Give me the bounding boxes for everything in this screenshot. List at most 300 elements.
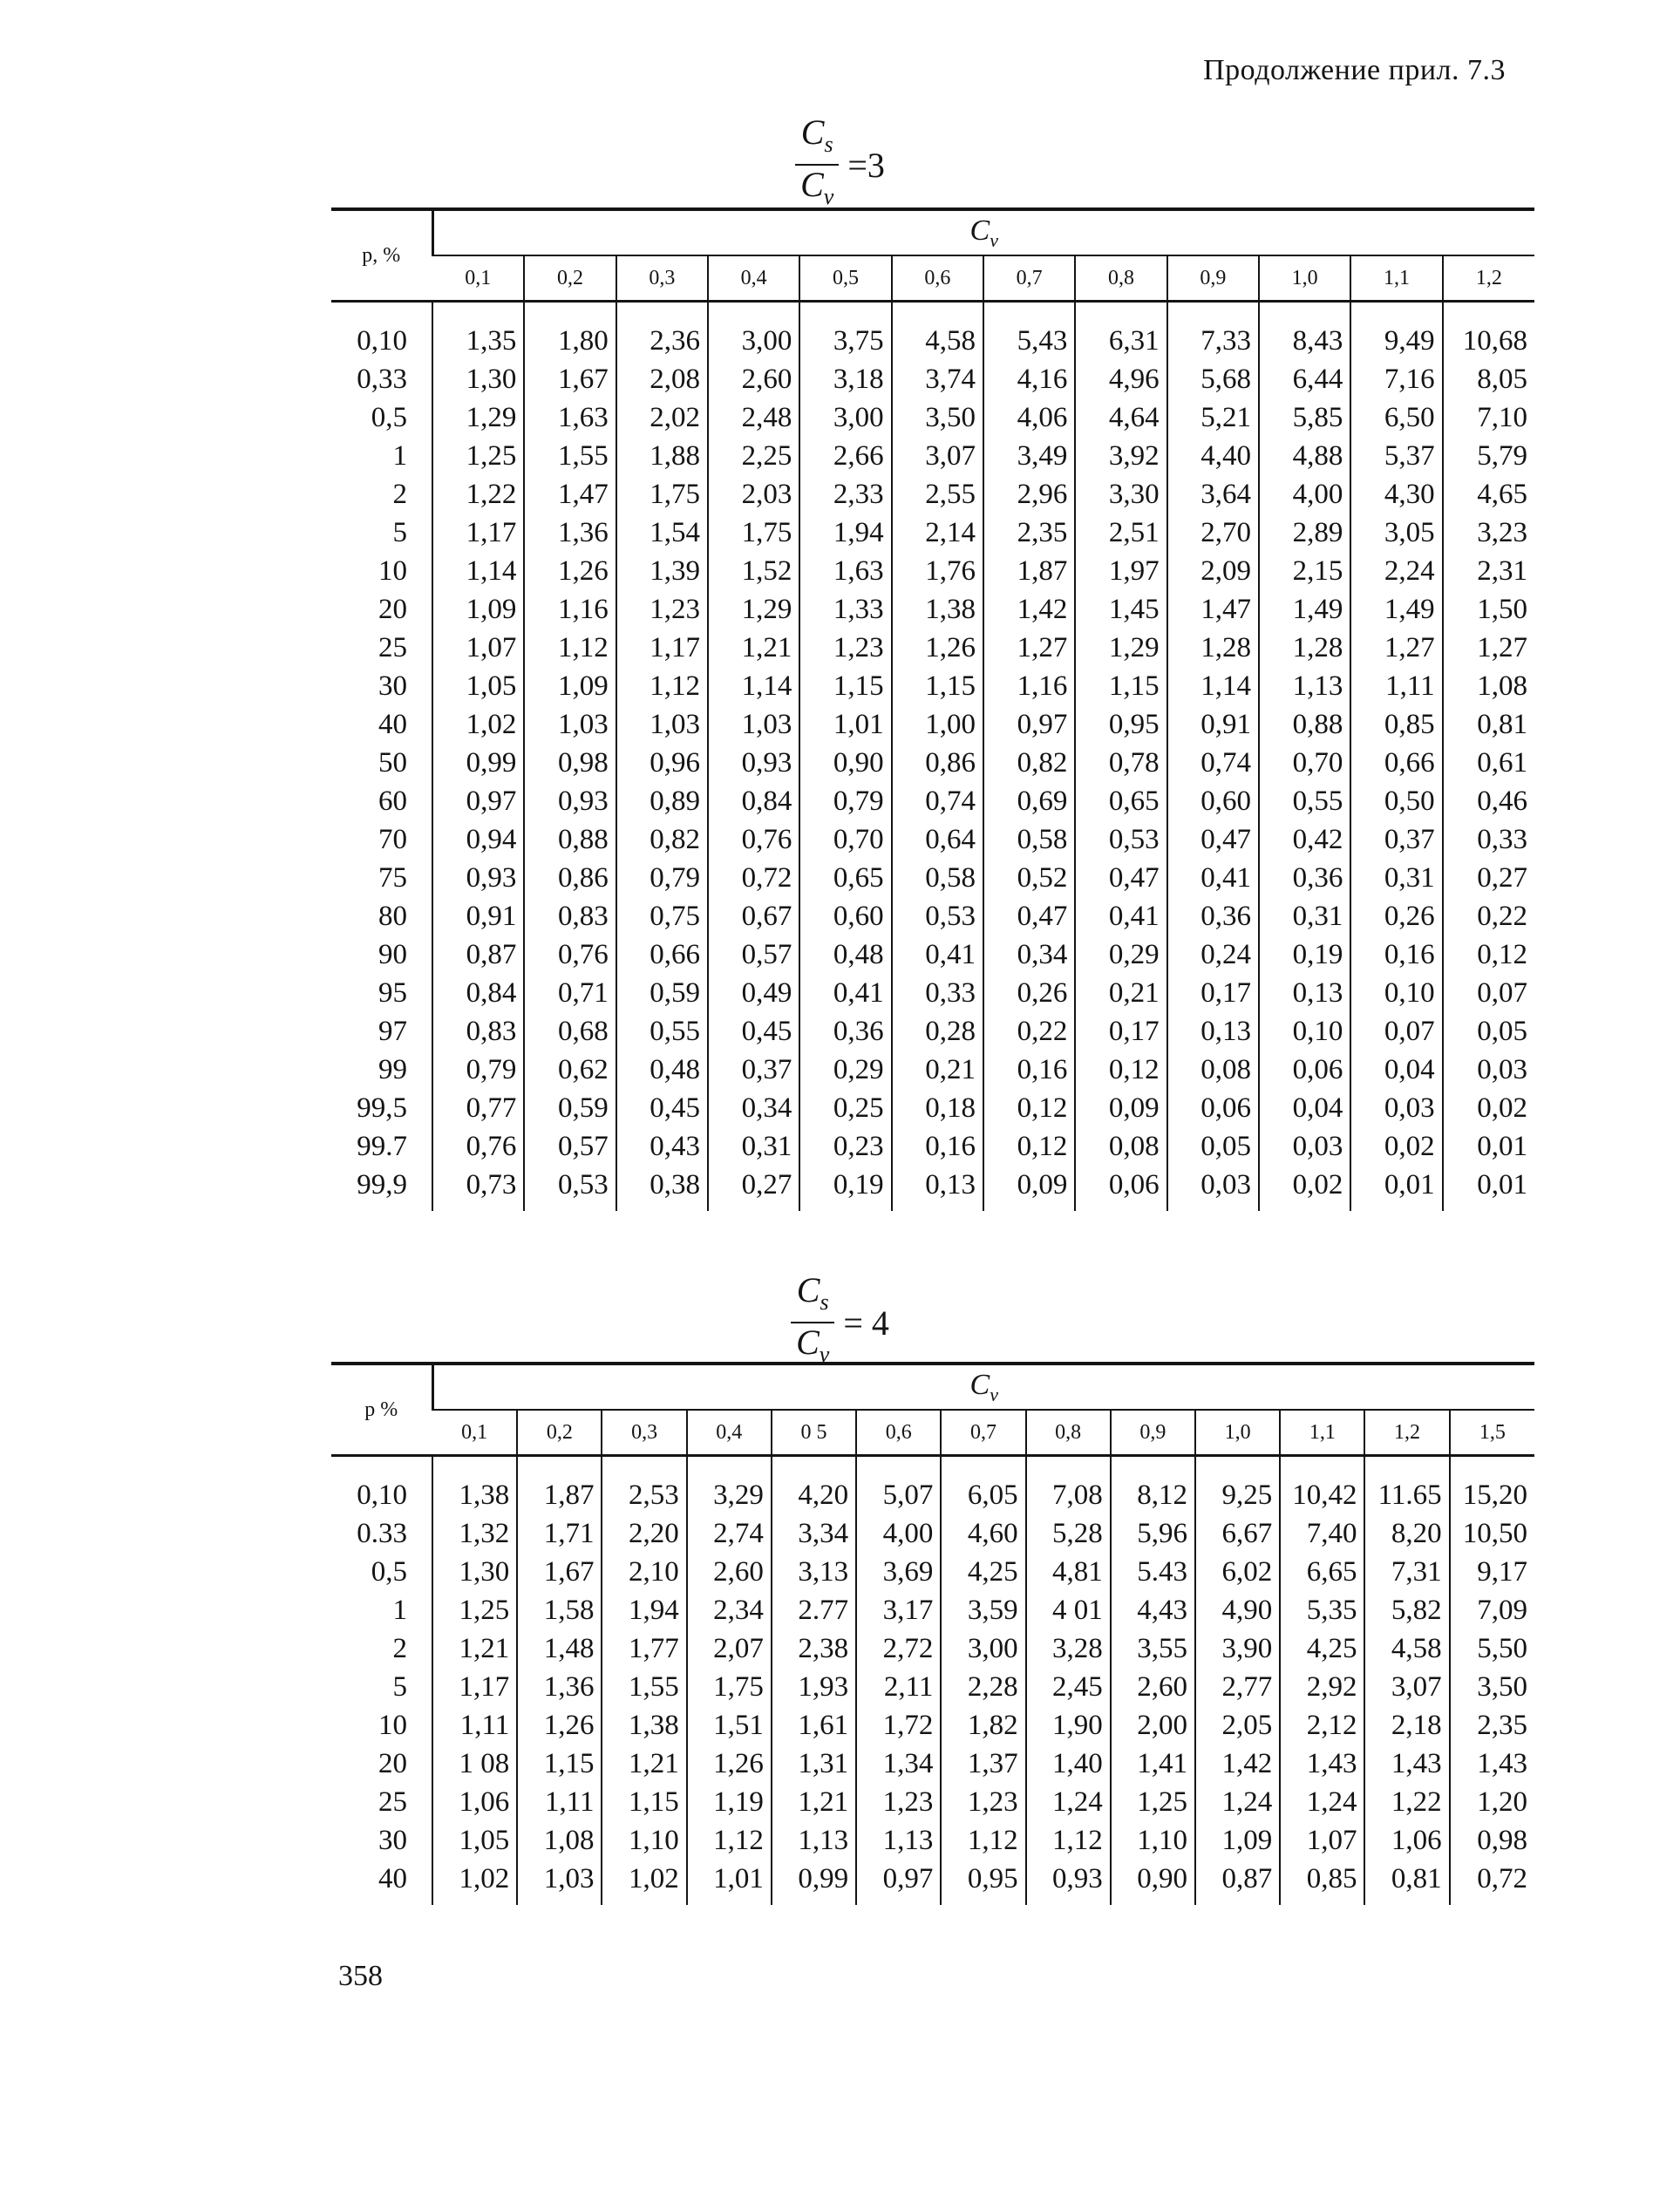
table-row	[331, 1629, 1534, 1668]
table-cell: 1,11	[517, 1783, 602, 1821]
table-cell: 1,05	[432, 667, 524, 705]
p-value-cell: 97	[378, 1016, 408, 1047]
spacer-cell	[799, 302, 891, 323]
p-value-cell: 20	[378, 1748, 408, 1779]
table-cell: 3,30	[1075, 475, 1166, 514]
table-cell: 1,50	[1443, 590, 1534, 629]
table-cell: 15,20	[1450, 1476, 1534, 1514]
table-cell: 2,14	[892, 514, 983, 552]
table-cell: 3,50	[892, 398, 983, 437]
table-cell: 0,36	[1259, 859, 1350, 897]
cv-column-header: 1,2	[1364, 1410, 1449, 1456]
spacer-cell	[1111, 1456, 1195, 1477]
cv-header: $C_v$	[432, 209, 1534, 255]
table-cell: 1,12	[1026, 1821, 1111, 1860]
table-cell: 0,22	[1443, 897, 1534, 935]
table-cell: 3,18	[799, 360, 891, 398]
p-value-cell: 80	[378, 901, 408, 932]
table-cell: 2,08	[616, 360, 708, 398]
table-cell: 2,05	[1195, 1706, 1280, 1745]
table-cell: 0,29	[799, 1051, 891, 1089]
spacer-cell	[1443, 302, 1534, 323]
table-cell: 1,06	[1364, 1821, 1449, 1860]
table-row	[331, 1553, 1534, 1591]
table-cell: 0,47	[1075, 859, 1166, 897]
table-cell: 5,21	[1167, 398, 1259, 437]
table-row	[331, 1166, 1534, 1211]
spacer-cell	[892, 302, 983, 323]
table-cell: 4,60	[941, 1514, 1025, 1553]
table-cell: 1,55	[602, 1668, 686, 1706]
table-cell: 5.43	[1111, 1553, 1195, 1591]
cv-column-header: 0,8	[1075, 255, 1166, 302]
table-cell: 3,13	[772, 1553, 856, 1591]
table-cell: 0,03	[1167, 1166, 1259, 1211]
table-row	[331, 1745, 1534, 1783]
cv-column-header: 0,4	[687, 1410, 772, 1456]
table-cell: 0,72	[708, 859, 799, 897]
table-cell: 1,20	[1450, 1783, 1534, 1821]
table-cell: 0,57	[708, 935, 799, 974]
table-cell: 0,58	[892, 859, 983, 897]
cv-column-header: 0,1	[432, 1410, 517, 1456]
spacer-cell	[687, 1456, 772, 1477]
cv-column-header: 0,1	[432, 255, 524, 302]
table-cell: 0,22	[983, 1012, 1075, 1051]
table-cell: 2,15	[1259, 552, 1350, 590]
spacer-cell	[1075, 302, 1166, 323]
spacer-cell	[432, 302, 524, 323]
table-cell: 0,91	[432, 897, 524, 935]
table-cell: 4,25	[1280, 1629, 1364, 1668]
table-cell: 5,35	[1280, 1591, 1364, 1629]
table-cell: 4,64	[1075, 398, 1166, 437]
table-row	[331, 1127, 1534, 1166]
table-cell: 0,31	[708, 1127, 799, 1166]
table-cell: 0,19	[799, 1166, 891, 1211]
table-cell: 0,79	[799, 782, 891, 820]
table-cell: 0,86	[524, 859, 616, 897]
table-cell: 7,08	[1026, 1476, 1111, 1514]
table-cell: 0,03	[1259, 1127, 1350, 1166]
table-row	[331, 437, 1534, 475]
table-cell: 8,12	[1111, 1476, 1195, 1514]
table-cell: 6,44	[1259, 360, 1350, 398]
table-cell: 1,41	[1111, 1745, 1195, 1783]
table-cell: 1,42	[1195, 1745, 1280, 1783]
table-cell: 1,17	[432, 1668, 517, 1706]
table-cell: 1,24	[1026, 1783, 1111, 1821]
table-cell: 2,31	[1443, 552, 1534, 590]
table-cell: 2,00	[1111, 1706, 1195, 1745]
table-cell: 0,87	[432, 935, 524, 974]
table-cell: 2,89	[1259, 514, 1350, 552]
table-cell: 0,02	[1350, 1127, 1442, 1166]
table-row	[331, 820, 1534, 859]
table-cell: 0,27	[708, 1166, 799, 1211]
table-row	[331, 1821, 1534, 1860]
table-cell: 1,12	[616, 667, 708, 705]
table-cell: 2,51	[1075, 514, 1166, 552]
table-cell: 3,00	[941, 1629, 1025, 1668]
table-cell: 1,03	[708, 705, 799, 744]
p-value-cell: 99	[378, 1054, 408, 1085]
table-cell: 0,70	[1259, 744, 1350, 782]
cv-header: $C_v$	[432, 1364, 1534, 1410]
cv-column-header: 1,2	[1443, 255, 1534, 302]
table-cell: 5,85	[1259, 398, 1350, 437]
spacer-cell	[1195, 1456, 1280, 1477]
table-cell: 0,64	[892, 820, 983, 859]
table-cell: 4,40	[1167, 437, 1259, 475]
fraction-denominator: $C_v$	[791, 1322, 834, 1374]
p-value-cell: 5	[392, 1671, 408, 1703]
p-value-cell: 25	[378, 632, 408, 663]
table-cell: 0,48	[799, 935, 891, 974]
table-cell: 0,06	[1167, 1089, 1259, 1127]
table-cell: 4,06	[983, 398, 1075, 437]
table-cell: 0,16	[983, 1051, 1075, 1089]
spacer-cell	[524, 302, 616, 323]
table-cell: 0,09	[1075, 1089, 1166, 1127]
table-cell: 1,01	[799, 705, 891, 744]
table-row	[331, 859, 1534, 897]
table-cell: 1,12	[524, 629, 616, 667]
table-cell: 2,60	[1111, 1668, 1195, 1706]
table-cell: 1,15	[799, 667, 891, 705]
table-cell: 0,12	[983, 1089, 1075, 1127]
table-cell: 2,24	[1350, 552, 1442, 590]
table-cell: 0,31	[1350, 859, 1442, 897]
table-cell: 0,88	[524, 820, 616, 859]
table-cell: 2,35	[983, 514, 1075, 552]
table-cell: 0,86	[892, 744, 983, 782]
table-cell: 1,90	[1026, 1706, 1111, 1745]
table-cell: 6,67	[1195, 1514, 1280, 1553]
table-cell: 0,19	[1259, 935, 1350, 974]
table-cell: 0,02	[1443, 1089, 1534, 1127]
table-cell: 9,49	[1350, 322, 1442, 360]
table-cell: 1,15	[602, 1783, 686, 1821]
table-cell: 0,27	[1443, 859, 1534, 897]
table-cell: 0,85	[1350, 705, 1442, 744]
table-cell: 0,36	[799, 1012, 891, 1051]
table-cell: 0,46	[1443, 782, 1534, 820]
table-cell: 1,52	[708, 552, 799, 590]
table-cell: 0,88	[1259, 705, 1350, 744]
p-percent-header: p, %	[331, 209, 432, 302]
table-cell: 2,33	[799, 475, 891, 514]
table-cell: 4,00	[1259, 475, 1350, 514]
table-cell: 4,90	[1195, 1591, 1280, 1629]
table-cell: 1,17	[616, 629, 708, 667]
p-value-cell: 99,5	[357, 1092, 408, 1124]
table-cell: 0,84	[432, 974, 524, 1012]
table-cell: 1,54	[616, 514, 708, 552]
table-cell: 1,47	[1167, 590, 1259, 629]
table-row	[331, 475, 1534, 514]
table-cell: 1,37	[941, 1745, 1025, 1783]
fraction-denominator: $C_v$	[795, 164, 839, 216]
table-cell: 3,59	[941, 1591, 1025, 1629]
table-cell: 0,95	[941, 1860, 1025, 1905]
table-cell: 1,21	[602, 1745, 686, 1783]
table-cell: 1,35	[432, 322, 524, 360]
table-row	[331, 322, 1534, 360]
table-row	[331, 1860, 1534, 1905]
table-cell: 1,09	[524, 667, 616, 705]
table-cell: 5,50	[1450, 1629, 1534, 1668]
fraction-numerator: $C_s$	[796, 1270, 829, 1315]
table-cell: 1,43	[1280, 1745, 1364, 1783]
table-cell: 6,31	[1075, 322, 1166, 360]
table-cell: 10,42	[1280, 1476, 1364, 1514]
cv-column-header: 0,4	[708, 255, 799, 302]
p-value-cell: 40	[378, 1863, 408, 1894]
cv-column-header: 1,5	[1450, 1410, 1534, 1456]
p-value-cell: 1	[392, 440, 408, 472]
table-cell: 3,00	[799, 398, 891, 437]
table-cell: 1,28	[1167, 629, 1259, 667]
table-cell: 10,50	[1450, 1514, 1534, 1553]
table-cell: 1,07	[432, 629, 524, 667]
table-cell: 1,87	[983, 552, 1075, 590]
table-row	[331, 1591, 1534, 1629]
table-row	[331, 1012, 1534, 1051]
table-cell: 1,08	[1443, 667, 1534, 705]
spacer-cell	[1167, 302, 1259, 323]
p-value-cell: 2	[392, 1633, 408, 1664]
formula-cs-cv-3	[0, 113, 1680, 216]
table-cell: 1,67	[517, 1553, 602, 1591]
cv-column-header: 0,9	[1111, 1410, 1195, 1456]
cv-column-header: 0,9	[1167, 255, 1259, 302]
table-cell: 1,51	[687, 1706, 772, 1745]
p-value-cell: 0,5	[371, 402, 408, 433]
table-cell: 1,28	[1259, 629, 1350, 667]
table-cell: 5,68	[1167, 360, 1259, 398]
table-cell: 0,09	[983, 1166, 1075, 1211]
spacer-cell	[602, 1456, 686, 1477]
p-value-cell: 0,33	[357, 364, 408, 395]
table-cell: 2,48	[708, 398, 799, 437]
table-cell: 0,12	[1075, 1051, 1166, 1089]
table-cell: 1,48	[517, 1629, 602, 1668]
table-cell: 1,39	[616, 552, 708, 590]
p-value-cell: 60	[378, 786, 408, 817]
table-cell: 3,00	[708, 322, 799, 360]
table-cell: 0,33	[1443, 820, 1534, 859]
table-cell: 0,95	[1075, 705, 1166, 744]
p-value-cell: 10	[378, 1710, 408, 1741]
table-cell: 0,85	[1280, 1860, 1364, 1905]
table-cell: 1,93	[772, 1668, 856, 1706]
table-cell: 3,92	[1075, 437, 1166, 475]
table-cell: 2,25	[708, 437, 799, 475]
table-cell: 0,26	[983, 974, 1075, 1012]
p-value-cell: 75	[378, 862, 408, 894]
table-cell: 1,21	[708, 629, 799, 667]
table-cell: 3,75	[799, 322, 891, 360]
table-cell: 0,23	[799, 1127, 891, 1166]
spacer-cell	[983, 302, 1075, 323]
table-cell: 3,17	[856, 1591, 941, 1629]
table-cell: 0,17	[1167, 974, 1259, 1012]
table-cell: 0,16	[1350, 935, 1442, 974]
table-cell: 3,07	[892, 437, 983, 475]
table-cell: 0,45	[708, 1012, 799, 1051]
spacer-cell	[1259, 302, 1350, 323]
spacer-cell	[856, 1456, 941, 1477]
p-value-cell: 2	[392, 479, 408, 510]
table-cell: 2.77	[772, 1591, 856, 1629]
table-cell: 7,10	[1443, 398, 1534, 437]
table-cell: 2,02	[616, 398, 708, 437]
table-cell: 1,14	[432, 552, 524, 590]
table-cell: 0,81	[1364, 1860, 1449, 1905]
table-cell: 1,14	[1167, 667, 1259, 705]
table-cell: 0,57	[524, 1127, 616, 1166]
table-cell: 0,60	[1167, 782, 1259, 820]
table-cell: 0,74	[892, 782, 983, 820]
table-cell: 1,02	[432, 705, 524, 744]
table-cell: 0,55	[1259, 782, 1350, 820]
table-cell: 0,48	[616, 1051, 708, 1089]
table-cell: 0,66	[1350, 744, 1442, 782]
table-cell: 2,36	[616, 322, 708, 360]
p-value-cell: 30	[378, 670, 408, 702]
formula-cs-cv-4	[0, 1271, 1680, 1374]
table-cell: 0,96	[616, 744, 708, 782]
table-row	[331, 398, 1534, 437]
table-cell: 0,25	[799, 1089, 891, 1127]
table-cell: 1,63	[799, 552, 891, 590]
table-cell: 1,87	[517, 1476, 602, 1514]
table-cell: 4,96	[1075, 360, 1166, 398]
table-cs-cv-3	[331, 207, 1534, 1211]
p-value-cell: 90	[378, 939, 408, 970]
table-cell: 0,03	[1350, 1089, 1442, 1127]
table-cell: 2,07	[687, 1629, 772, 1668]
table-cell: 2,28	[941, 1668, 1025, 1706]
cv-column-header: 0,2	[524, 255, 616, 302]
table-cell: 0,52	[983, 859, 1075, 897]
table-row	[331, 1514, 1534, 1553]
table-cell: 0,65	[799, 859, 891, 897]
table-cell: 4,00	[856, 1514, 941, 1553]
table-row	[331, 1051, 1534, 1089]
table-cell: 0,01	[1350, 1166, 1442, 1211]
table-cell: 3,34	[772, 1514, 856, 1553]
table-cell: 1,71	[517, 1514, 602, 1553]
table-cell: 1,03	[517, 1860, 602, 1905]
table-cell: 0,97	[432, 782, 524, 820]
table-cell: 0,71	[524, 974, 616, 1012]
continuation-label: Продолжение прил. 7.3	[1203, 54, 1506, 86]
table-cell: 4,81	[1026, 1553, 1111, 1591]
table-row	[331, 897, 1534, 935]
table-cell: 1,13	[772, 1821, 856, 1860]
table-cell: 1,29	[432, 398, 524, 437]
table-cell: 3,28	[1026, 1629, 1111, 1668]
table-cell: 0,50	[1350, 782, 1442, 820]
table-cell: 1,43	[1450, 1745, 1534, 1783]
table-cell: 0,43	[616, 1127, 708, 1166]
table-cell: 4,43	[1111, 1591, 1195, 1629]
table-cell: 3,64	[1167, 475, 1259, 514]
table-cell: 0,02	[1259, 1166, 1350, 1211]
table-cell: 1,02	[432, 1860, 517, 1905]
table-row	[331, 1476, 1534, 1514]
p-value-cell: 25	[378, 1786, 408, 1818]
table-cell: 0,99	[772, 1860, 856, 1905]
table-cell: 0,37	[1350, 820, 1442, 859]
table-cell: 0,70	[799, 820, 891, 859]
table-cell: 8,20	[1364, 1514, 1449, 1553]
table-cell: 1,16	[524, 590, 616, 629]
p-value-cell: 20	[378, 594, 408, 625]
table-cell: 0,93	[708, 744, 799, 782]
table-cell: 5,07	[856, 1476, 941, 1514]
table-cell: 0,91	[1167, 705, 1259, 744]
table-cell: 0,10	[1350, 974, 1442, 1012]
spacer-cell	[772, 1456, 856, 1477]
table-cell: 0,83	[432, 1012, 524, 1051]
table-cell: 0,34	[708, 1089, 799, 1127]
table-cell: 1,22	[432, 475, 524, 514]
table-cell: 1,10	[602, 1821, 686, 1860]
table-cell: 0,18	[892, 1089, 983, 1127]
table-cell: 1,58	[517, 1591, 602, 1629]
spacer-cell	[432, 1456, 517, 1477]
table-row	[331, 629, 1534, 667]
table-cell: 0,82	[616, 820, 708, 859]
table-cell: 0,87	[1195, 1860, 1280, 1905]
table-cell: 7,09	[1450, 1591, 1534, 1629]
table-cs-cv-4	[331, 1362, 1534, 1905]
formula-rhs: =3	[847, 145, 885, 185]
table-cell: 1,25	[432, 437, 524, 475]
p-value-cell: 5	[392, 517, 408, 548]
spacer-cell	[708, 302, 799, 323]
table-cell: 1,29	[1075, 629, 1166, 667]
table-row	[331, 974, 1534, 1012]
table-cell: 0,04	[1259, 1089, 1350, 1127]
table-cell: 3,23	[1443, 514, 1534, 552]
table-cell: 0,38	[616, 1166, 708, 1211]
table-cell: 1,36	[517, 1668, 602, 1706]
table-cell: 5,82	[1364, 1591, 1449, 1629]
table-cell: 1,21	[432, 1629, 517, 1668]
table-cell: 1,02	[602, 1860, 686, 1905]
p-percent-header: p %	[331, 1364, 432, 1456]
cv-column-header: 0,7	[983, 255, 1075, 302]
table-cell: 1,10	[1111, 1821, 1195, 1860]
table-cell: 3,90	[1195, 1629, 1280, 1668]
table-cell: 0,72	[1450, 1860, 1534, 1905]
table-cell: 7,16	[1350, 360, 1442, 398]
table-cell: 2,55	[892, 475, 983, 514]
table-cell: 4 01	[1026, 1591, 1111, 1629]
table-cell: 1,38	[892, 590, 983, 629]
table-cell: 0,97	[983, 705, 1075, 744]
cv-column-header: 0,7	[941, 1410, 1025, 1456]
table-row	[331, 1668, 1534, 1706]
table-cell: 1,29	[708, 590, 799, 629]
table-cell: 8,05	[1443, 360, 1534, 398]
table-cell: 1,32	[432, 1514, 517, 1553]
table-cell: 0,59	[524, 1089, 616, 1127]
